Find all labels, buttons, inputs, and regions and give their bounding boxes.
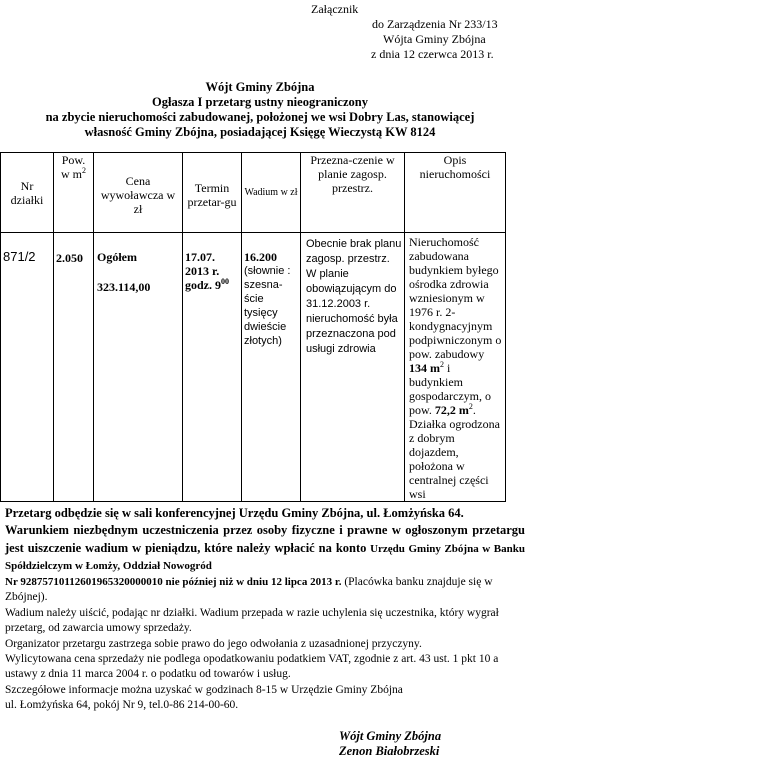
ordinance-number: do Zarządzenia Nr 233/13 bbox=[372, 17, 498, 31]
header-plot-number: Nr działki bbox=[1, 153, 54, 233]
header-deposit: Wadium w zł bbox=[242, 153, 301, 233]
announcement-issuer: Wójt Gminy Zbójna bbox=[205, 80, 315, 94]
contact-address: ul. Łomżyńska 64, pokój Nr 9, tel.0-86 214-00-60. bbox=[5, 699, 239, 712]
cancellation-clause: Organizator przetargu zastrzega sobie prawo do jego odwołania z uzasadnionej przyczyny. bbox=[5, 637, 422, 650]
table-header-row bbox=[1, 153, 506, 233]
cell-starting-price bbox=[94, 233, 183, 502]
property-table bbox=[0, 152, 506, 502]
header-area: Pow. w $m^2$ bbox=[54, 153, 94, 233]
announcement-title: Ogłasza I przetarg ustny nieograniczony bbox=[152, 95, 368, 109]
price-label: Ogółem bbox=[97, 250, 137, 264]
header-description: Opis nieruchomości bbox=[405, 153, 506, 233]
deposit-requirement: Warunkiem niezbędnym uczestniczenia przez osoby fizyczne i prawne w ogłoszonym przetargu jest uiszczenie wadium w pieniądzu, które należy wpłacić na konto Urzędu Gminy Zbójna w Banku Spółdzielczym w Łomży, Oddział Nowogród bbox=[5, 523, 525, 572]
deposit-in-words: (słownie : szesna-ście tysięcy dwieście złotych) bbox=[244, 265, 291, 347]
header-starting-price: Cena wywoławcza w zł bbox=[94, 153, 183, 233]
ordinance-issuer: Wójta Gminy Zbójna bbox=[383, 32, 486, 46]
price-value: 323.114,00 bbox=[97, 280, 151, 294]
vat-clause: Wylicytowana cena sprzedaży nie podlega opodatkowaniu podatkiem VAT, zgodnie z art. 43 ust. 1 pkt 10 a ustawy z dnia 11 marca 2004 r. o podatku od towarów i usług. bbox=[5, 653, 499, 681]
auction-location: Przetarg odbędzie się w sali konferencyjnej Urzędu Gminy Zbójna, ul. Łomżyńska 64. bbox=[5, 506, 464, 520]
header-auction-date: Termin przetar-gu bbox=[183, 153, 242, 233]
cell-purpose: Obecnie brak planu zagosp. przestrz. W planie obowiązującym do 31.12.2003 r. nieruchomość była przeznaczona pod usługi zdrowia bbox=[301, 233, 405, 502]
table-row bbox=[1, 233, 506, 502]
deposit-rules: Wadium należy uiścić, podając nr działki. Wadium przepada w razie uchylenia się uczestnika, który wygrał przetarg, od zawarcia umowy sprzedaży. bbox=[5, 606, 499, 635]
cell-description: Nieruchomość zabudowana budynkiem byłego ośrodka zdrowia wzniesionym w 1976 r. 2-kondygnacyjnym podpiwniczonym o pow. zabudowy 134 $m^2$ i budynkiem gospodarczym, o pow. 72,2 $m^2$. Działka ogrodzona z dobrym dojazdem, położona w centralnej części wsi bbox=[405, 233, 506, 502]
cell-deposit bbox=[242, 233, 301, 502]
ordinance-date: z dnia 12 czerwca 2013 r. bbox=[371, 47, 494, 61]
contact-info: Szczegółowe informacje można uzyskać w godzinach 8-15 w Urzędzie Gminy Zbójna bbox=[5, 683, 403, 696]
auction-conditions bbox=[5, 505, 525, 714]
bank-account: Nr 92875710112601965320000010 nie później niż w dniu 12 lipca 2013 r. (Placówka banku znajduje się w Zbójnej). bbox=[5, 576, 493, 604]
announcement-subject: na zbycie nieruchomości zabudowanej, położonej we wsi Dobry Las, stanowiącej bbox=[45, 110, 475, 124]
header-purpose: Przezna-czenie w planie zagosp. przestrz. bbox=[301, 153, 405, 233]
cell-area: 2.050 bbox=[54, 233, 94, 502]
auction-date: 17.07. 2013 r. bbox=[185, 250, 220, 278]
signature-name: Zenon Białobrzeski bbox=[339, 744, 440, 758]
cell-plot-number: 871/2 bbox=[1, 233, 54, 502]
auction-time: godz. $9^{00}$ bbox=[185, 277, 229, 292]
announcement-ownership: własność Gminy Zbójna, posiadającej Księgę Wieczystą KW 8124 bbox=[84, 125, 436, 139]
cell-auction-date bbox=[183, 233, 242, 502]
signature-title: Wójt Gminy Zbójna bbox=[339, 729, 442, 743]
attachment-label: Załącznik bbox=[311, 2, 359, 16]
deposit-value: 16.200 bbox=[244, 250, 277, 264]
